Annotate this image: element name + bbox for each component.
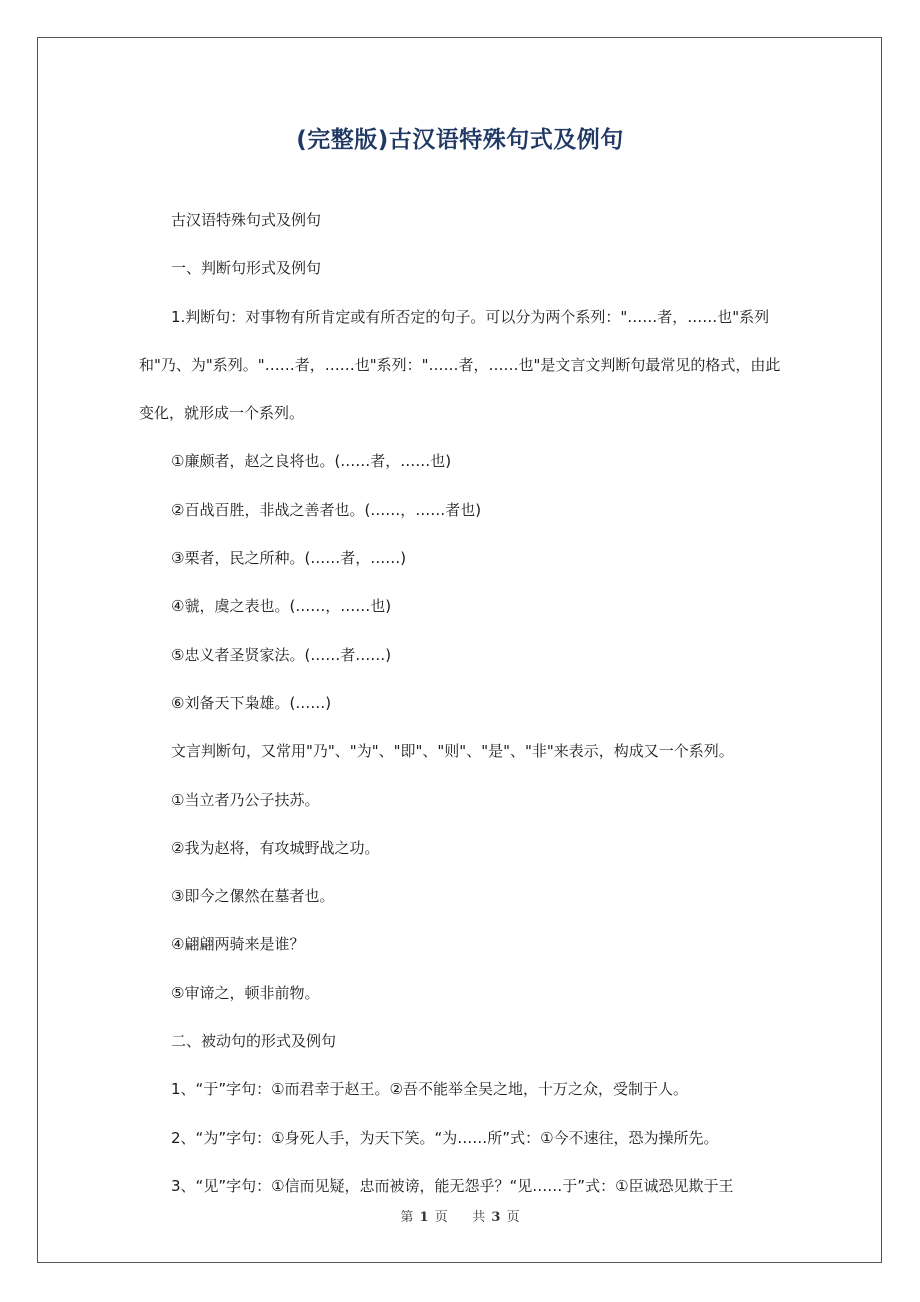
section-heading-passive: 二、被动句的形式及例句 (171, 1032, 337, 1051)
paragraph-subtitle: 古汉语特殊句式及例句 (171, 211, 322, 229)
footer-total-suffix: 页 (506, 1210, 520, 1225)
example-item: ③栗者，民之所种。(……者，……) (171, 549, 407, 568)
example-item: ②百战百胜，非战之善者也。(……，……者也) (171, 500, 482, 519)
example-item: ③即今之傫然在墓者也。 (171, 887, 335, 906)
example-item: ⑤审谛之，顿非前物。 (171, 983, 320, 1002)
passive-item: 1、“于”字句：①而君幸于赵王。②吾不能举全吴之地，十万之众，受制于人。 (171, 1080, 688, 1099)
example-item: ①廉颇者，赵之良将也。(……者，……也) (171, 452, 452, 471)
paragraph-explanation: 文言判断句，又常用"乃"、"为"、"即"、"则"、"是"、"非"来表示，构成又一个系列。 (171, 742, 734, 761)
example-item: ④虢，虞之表也。(……，……也) (171, 597, 392, 616)
document-title: (完整版)古汉语特殊句式及例句 (296, 127, 624, 153)
example-item: ⑥刘备天下枭雄。(……) (171, 693, 332, 712)
example-item: ①当立者乃公子扶苏。 (171, 790, 320, 809)
footer-page-number: 1 (419, 1210, 429, 1225)
passive-item: 2、“为”字句：①身死人手，为天下笑。“为……所”式：①今不速往，恐为操所先。 (171, 1128, 719, 1147)
example-item: ④翩翩两骑来是谁？ (171, 935, 305, 954)
example-item: ⑤忠义者圣贤家法。(……者……) (171, 645, 392, 664)
footer-total-prefix: 共 (472, 1210, 486, 1225)
footer-total-pages: 3 (491, 1210, 501, 1225)
page-footer (0, 1206, 920, 1225)
paragraph-definition: 1.判断句：对事物有所肯定或有所否定的句子。可以分为两个系列："……者，……也"系列和"乃、为"系列。"……者，……也"系列："……者，……也"是文言文判断句最常见的格式，由此变化，就形成一个系列。 (139, 307, 781, 423)
example-item: ②我为赵将，有攻城野战之功。 (171, 838, 380, 857)
document-body (139, 196, 783, 1210)
footer-page-suffix: 页 (434, 1210, 448, 1225)
section-heading-judgment: 一、判断句形式及例句 (171, 259, 322, 278)
footer-prefix: 第 (400, 1210, 414, 1225)
passive-item: 3、“见”字句：①信而见疑，忠而被谤，能无怨乎？“见……于”式：①臣诚恐见欺于王 (171, 1176, 734, 1195)
